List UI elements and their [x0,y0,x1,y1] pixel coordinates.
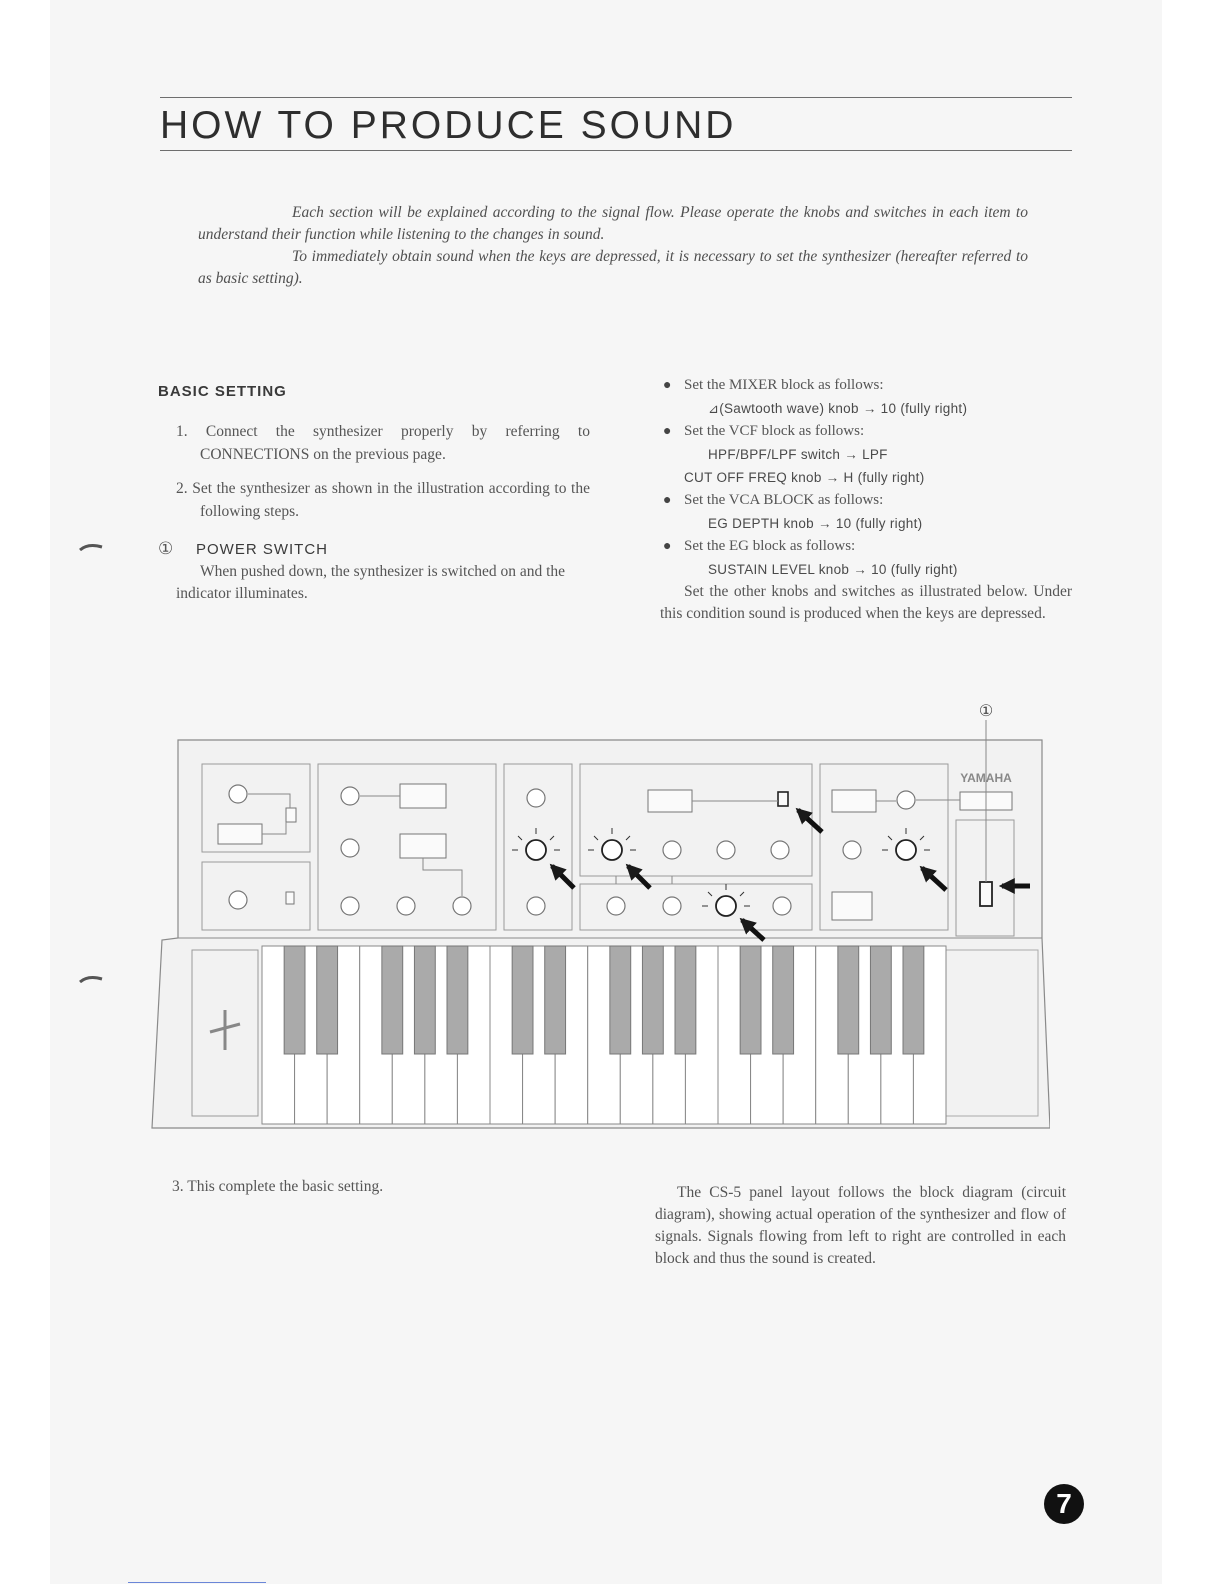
knob-sustain-level [716,896,736,916]
vcf-intro: Set the VCF block as follows: [684,423,865,439]
mixer-setting [660,374,1072,420]
power-switch-button [980,882,992,906]
page-edge-right [1162,0,1224,1584]
module-box [400,784,446,808]
knob [773,897,791,915]
black-key [870,946,891,1054]
knob [229,785,247,803]
vcf-mode-switch [778,792,788,806]
knob-cutoff-freq [602,840,622,860]
step-1: 1. Connect the synthesizer properly by referring to CONNECTIONS on the previous page. [176,423,590,463]
vca-setting [660,489,1072,535]
black-key [838,946,859,1054]
bullet-icon: ● [663,424,672,439]
knob [229,891,247,909]
knob [663,897,681,915]
synthesizer-illustration [150,700,1050,1132]
bullet-icon: ● [663,539,672,554]
black-key [740,946,761,1054]
module-box [832,790,876,812]
module-box [832,892,872,920]
knob [341,839,359,857]
vcf-setting [660,420,1072,489]
black-key [317,946,338,1054]
black-key [610,946,631,1054]
black-key [642,946,663,1054]
module-box [648,790,692,812]
knob [527,897,545,915]
black-key [414,946,435,1054]
knob [717,841,735,859]
basic-setting-column [158,383,590,605]
power-switch-label: POWER SWITCH [196,540,328,558]
page-edge-left [0,0,50,1584]
black-key [447,946,468,1054]
module-box [400,834,446,858]
power-switch-number: ① [158,539,174,558]
knob [771,841,789,859]
intro-text [198,202,1028,290]
figure-callout: ① [978,703,994,720]
black-key [675,946,696,1054]
black-key [382,946,403,1054]
knob [843,841,861,859]
switch [286,892,294,904]
knob [341,897,359,915]
page-number-badge: 7 [1044,1484,1084,1524]
heading-rule-top [160,97,1072,98]
knob [897,791,915,809]
mixer-intro: Set the MIXER block as follows: [684,377,884,393]
knob [341,787,359,805]
knob [453,897,471,915]
power-switch-desc: When pushed down, the synthesizer is switched on and the indicator illuminates. [176,563,566,602]
knob [397,897,415,915]
page-title: HOW TO PRODUCE SOUND [160,104,737,147]
bullet-icon: ● [663,493,672,508]
mixer-item [684,397,1072,420]
black-key [773,946,794,1054]
settings-tail: Set the other knobs and switches as illustrated below. Under this condition sound is produced when the keys are depressed. [660,583,1072,622]
step-3: 3. This complete the basic setting. [172,1178,384,1195]
black-key [545,946,566,1054]
eg-setting [660,535,1072,581]
eg-item: SUSTAIN LEVEL knob → 10 (fully right) [708,562,958,577]
closing-paragraph: The CS-5 panel layout follows the block diagram (circuit diagram), showing actual operation of the synthesizer and flow of signals. Signals flowing from left to right are controlled in each block and thus the sound is created. [655,1184,1066,1267]
vca-item: EG DEPTH knob → 10 (fully right) [708,516,923,531]
vcf-item-2: CUT OFF FREQ knob → H (fully right) [684,470,925,485]
sawtooth-icon: ⊿ [708,401,720,416]
knob [527,789,545,807]
binder-mark-icon [78,975,104,983]
binder-mark-icon [78,543,104,551]
knob [663,841,681,859]
black-key [903,946,924,1054]
basic-setting-title: BASIC SETTING [158,383,287,400]
knob [607,897,625,915]
black-key [512,946,533,1054]
module-box [218,824,262,844]
intro-paragraph-2: To immediately obtain sound when the keys are depressed, it is necessary to set the synthesizer (hereafter referred to as basic setting). [198,248,1028,287]
intro-paragraph-1: Each section will be explained according to the signal flow. Please operate the knobs and switches in each item to understand their function while listening to the changes in sound. [198,204,1028,243]
black-key [284,946,305,1054]
step-2: 2. Set the synthesizer as shown in the illustration according to the following steps. [176,480,590,520]
scan-artifact-line [128,1582,266,1583]
eg-intro: Set the EG block as follows: [684,538,856,554]
power-switch-heading [158,539,590,559]
knob-eg-depth [896,840,916,860]
block-settings-column [660,374,1072,625]
bullet-icon: ● [663,378,672,393]
brand-logo: YAMAHA [960,771,1012,785]
vcf-item-1: HPF/BPF/LPF switch → LPF [708,447,888,462]
mixer-item-text: (Sawtooth wave) knob → 10 (fully right) [719,401,968,416]
switch [286,808,296,822]
vca-intro: Set the VCA BLOCK as follows: [684,492,884,508]
knob-mixer-saw [526,840,546,860]
heading-rule-bottom [160,150,1072,151]
